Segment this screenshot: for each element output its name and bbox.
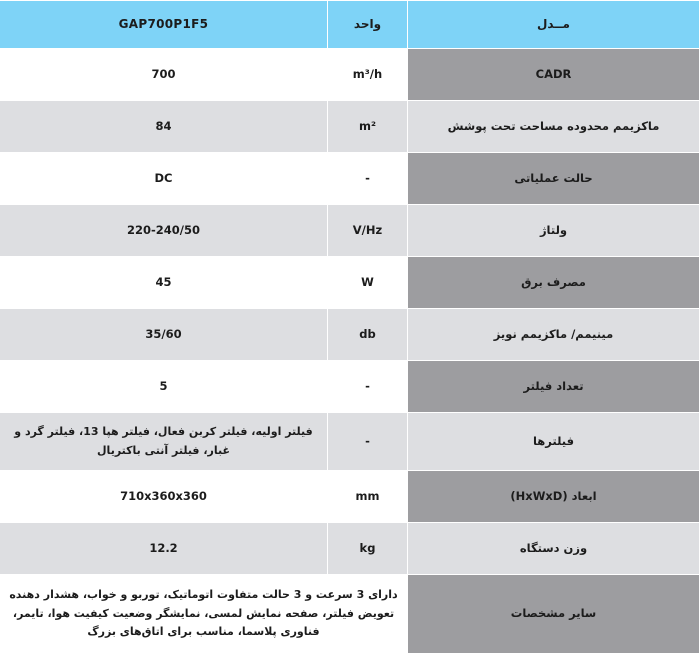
row-unit-cadr: m³/h bbox=[328, 49, 408, 101]
row-label-filters: فیلترها bbox=[408, 413, 700, 471]
row-unit-power-consumption: W bbox=[328, 257, 408, 309]
row-label-weight: وزن دستگاه bbox=[408, 523, 700, 575]
row-value-filters: فیلتر اولیه، فیلتر کربن فعال، فیلتر هپا 13، فیلتر گرد و غبار، فیلتر آنتی باکتریال bbox=[0, 413, 328, 471]
row-label-other-specs: سایر مشخصات bbox=[408, 575, 700, 654]
table-row bbox=[0, 257, 700, 309]
row-label-operating-mode: حالت عملیاتی bbox=[408, 153, 700, 205]
table-row bbox=[0, 575, 700, 654]
row-value-cadr: 700 bbox=[0, 49, 328, 101]
row-unit-weight: kg bbox=[328, 523, 408, 575]
table-body bbox=[0, 49, 700, 654]
table-row bbox=[0, 309, 700, 361]
row-unit-operating-mode: - bbox=[328, 153, 408, 205]
row-label-noise: مینیمم/ ماکزیمم نویز bbox=[408, 309, 700, 361]
row-value-noise: 35/60 bbox=[0, 309, 328, 361]
row-value-weight: 12.2 bbox=[0, 523, 328, 575]
table-row bbox=[0, 471, 700, 523]
table-row bbox=[0, 523, 700, 575]
table-row bbox=[0, 413, 700, 471]
row-label-dimensions: ابعاد (HxWxD) bbox=[408, 471, 700, 523]
table-header-row bbox=[0, 1, 700, 49]
table-row bbox=[0, 101, 700, 153]
row-unit-filters: - bbox=[328, 413, 408, 471]
row-value-filter-count: 5 bbox=[0, 361, 328, 413]
row-unit-filter-count: - bbox=[328, 361, 408, 413]
row-unit-noise: db bbox=[328, 309, 408, 361]
row-label-filter-count: تعداد فیلتر bbox=[408, 361, 700, 413]
row-label-cadr: CADR bbox=[408, 49, 700, 101]
row-unit-voltage: V/Hz bbox=[328, 205, 408, 257]
row-value-coverage-area: 84 bbox=[0, 101, 328, 153]
table-row bbox=[0, 153, 700, 205]
row-value-power-consumption: 45 bbox=[0, 257, 328, 309]
header-model: مــدل bbox=[408, 1, 700, 49]
row-unit-coverage-area: m² bbox=[328, 101, 408, 153]
table-row bbox=[0, 49, 700, 101]
row-label-coverage-area: ماکزیمم محدوده مساحت تحت پوشش bbox=[408, 101, 700, 153]
table-row bbox=[0, 361, 700, 413]
header-unit: واحد bbox=[328, 1, 408, 49]
row-value-other-specs: دارای 3 سرعت و 3 حالت متفاوت اتوماتیک، توربو و خواب، هشدار دهنده تعویض فیلتر، صفحه نمایش لمسی، نمایشگر وضعیت کیفیت هوا، تایمر، فناوری پلاسما، مناسب برای اتاق‌های بزرگ bbox=[0, 575, 408, 654]
header-model-code: GAP700P1F5 bbox=[0, 1, 328, 49]
row-unit-dimensions: mm bbox=[328, 471, 408, 523]
row-value-voltage: 220-240/50 bbox=[0, 205, 328, 257]
row-value-operating-mode: DC bbox=[0, 153, 328, 205]
row-label-voltage: ولتاژ bbox=[408, 205, 700, 257]
row-value-dimensions: 710x360x360 bbox=[0, 471, 328, 523]
table-row bbox=[0, 205, 700, 257]
row-label-power-consumption: مصرف برق bbox=[408, 257, 700, 309]
